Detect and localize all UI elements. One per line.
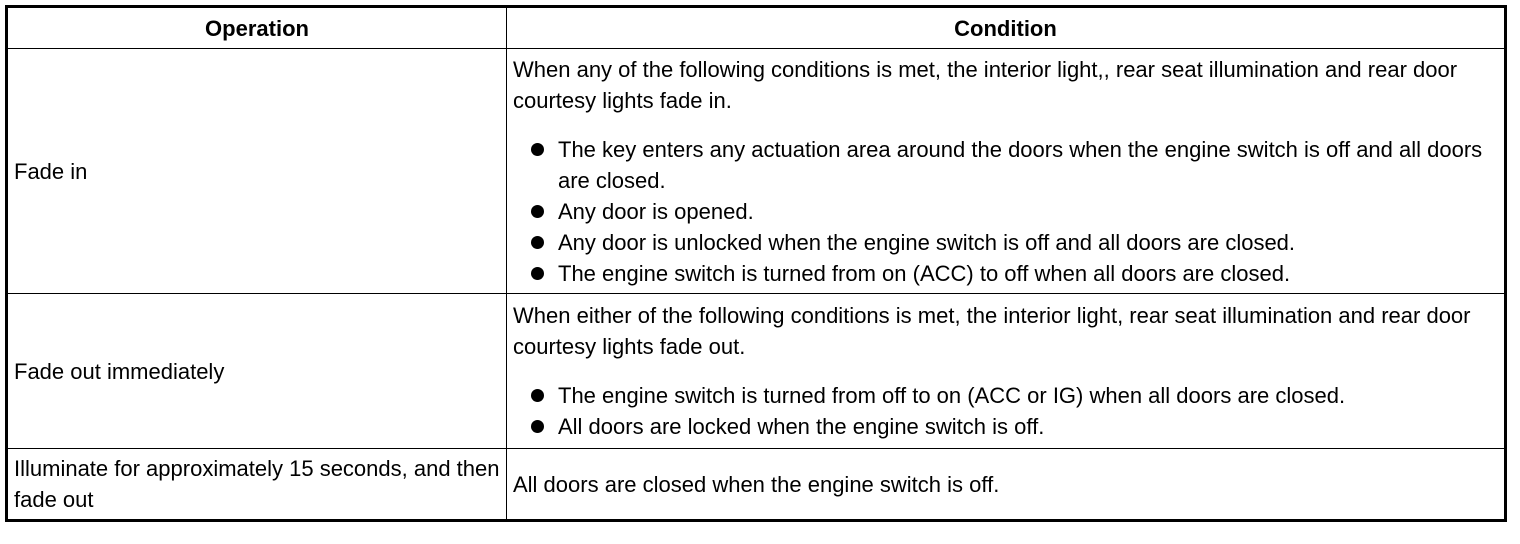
condition-intro: When any of the following conditions is met, the interior light,, rear seat illumination and rear door courtesy lights fade in.: [513, 56, 1458, 113]
operation-cell: Fade out immediately: [7, 294, 507, 449]
list-item: [513, 134, 1498, 196]
list-item: [513, 227, 1498, 258]
bullet-icon: [531, 389, 544, 402]
condition-list: [513, 380, 1498, 442]
table-row: [7, 449, 1506, 521]
bullet-icon: [531, 143, 544, 156]
bullet-icon: [531, 236, 544, 249]
list-item: [513, 258, 1498, 289]
list-item-text: All doors are locked when the engine switch is off.: [558, 414, 1045, 439]
list-item-text: Any door is unlocked when the engine switch is off and all doors are closed.: [558, 229, 1296, 255]
condition-list: [513, 134, 1498, 289]
condition-intro: When either of the following conditions is met, the interior light, rear seat illumination and rear door courtesy lights fade out.: [513, 303, 1471, 359]
list-item-text: The key enters any actuation area around the doors when the engine switch is off and all doors are closed.: [558, 136, 1483, 193]
list-item-text: Any door is opened.: [558, 198, 754, 224]
bullet-icon: [531, 420, 544, 433]
bullet-icon: [531, 267, 544, 280]
list-item: [513, 196, 1498, 227]
operation-condition-table: [5, 5, 1507, 522]
list-item: [513, 411, 1498, 442]
condition-cell: [507, 49, 1506, 294]
table-row: [7, 294, 1506, 449]
list-item-text: The engine switch is turned from on (ACC) to off when all doors are closed.: [558, 260, 1291, 286]
operation-cell: Illuminate for approximately 15 seconds, and then fade out: [7, 449, 507, 521]
condition-cell: [507, 294, 1506, 449]
list-item: [513, 380, 1498, 411]
bullet-icon: [531, 205, 544, 218]
table-header-row: [7, 7, 1506, 49]
header-operation: Operation: [7, 7, 507, 49]
condition-cell: [507, 449, 1506, 521]
operation-cell: Fade in: [7, 49, 507, 294]
header-condition: Condition: [507, 7, 1506, 49]
condition-intro: All doors are closed when the engine switch is off.: [513, 471, 1000, 497]
table-row: [7, 49, 1506, 294]
list-item-text: The engine switch is turned from off to on (ACC or IG) when all doors are closed.: [558, 383, 1346, 408]
